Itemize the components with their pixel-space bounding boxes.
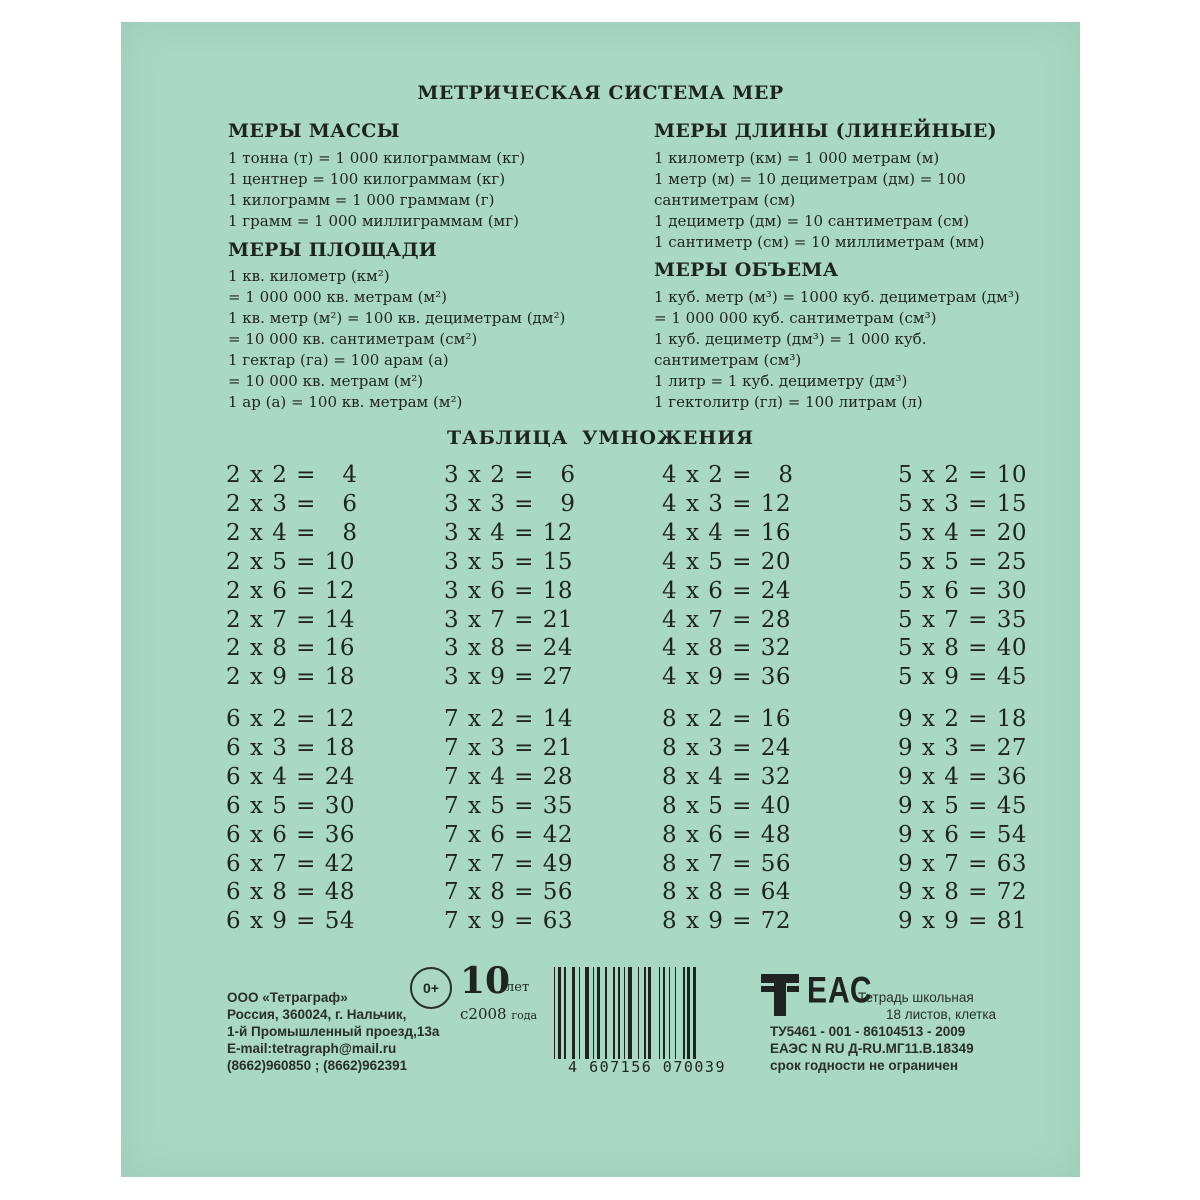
- multiplication-fact: 6 x 4 = 24: [226, 763, 356, 790]
- company-phone: (8662)960850 ; (8662)962391: [227, 1058, 408, 1073]
- barcode-bar: [675, 967, 676, 1059]
- barcode-bar: [659, 967, 660, 1059]
- volume-line: 1 литр = 1 куб. дециметру (дм³): [654, 372, 908, 390]
- multiplication-fact: 4 x 4 = 16: [662, 519, 792, 546]
- product-spec: ТУ5461 - 001 - 86104513 - 2009: [770, 1024, 966, 1039]
- barcode-bar: [663, 967, 666, 1059]
- volume-line: сантиметрам (см³): [654, 351, 802, 369]
- multiplication-fact: 5 x 9 = 45: [898, 664, 1028, 691]
- multiplication-fact: 3 x 2 = 6: [444, 462, 576, 488]
- multiplication-fact: 7 x 6 = 42: [444, 821, 574, 848]
- multiplication-fact: 5 x 4 = 20: [898, 519, 1028, 546]
- multiplication-fact: 6 x 6 = 36: [226, 821, 356, 848]
- multiplication-fact: 9 x 6 = 54: [898, 821, 1028, 848]
- multiplication-fact: 7 x 5 = 35: [444, 792, 574, 819]
- multiplication-fact: 4 x 7 = 28: [662, 606, 792, 633]
- barcode-bar: [624, 967, 625, 1059]
- area-line: 1 кв. километр (км²): [228, 267, 390, 285]
- multiplication-fact: 9 x 4 = 36: [898, 763, 1028, 790]
- multiplication-fact: 6 x 3 = 18: [226, 734, 356, 761]
- area-line: 1 гектар (га) = 100 арам (а): [228, 351, 449, 369]
- multiplication-fact: 2 x 9 = 18: [226, 664, 356, 691]
- mass-line: 1 тонна (т) = 1 000 килограммам (кг): [228, 149, 526, 167]
- multiplication-fact: 3 x 3 = 9: [444, 490, 576, 517]
- length-line: 1 сантиметр (см) = 10 миллиметрам (мм): [654, 233, 985, 251]
- multiplication-fact: 7 x 8 = 56: [444, 879, 574, 906]
- barcode-bar: [669, 967, 670, 1059]
- age-rating-badge: 0+: [410, 967, 452, 1009]
- company-address: 1-й Промышленный проезд,13а: [227, 1024, 440, 1039]
- multiplication-fact: 3 x 4 = 12: [444, 519, 574, 546]
- volume-line: 1 гектолитр (гл) = 100 литрам (л): [654, 393, 923, 411]
- multiplication-fact: 7 x 2 = 14: [444, 706, 574, 732]
- multiplication-fact: 6 x 7 = 42: [226, 850, 356, 877]
- multiplication-fact: 7 x 4 = 28: [444, 763, 574, 790]
- area-line: = 10 000 кв. сантиметрам (см²): [228, 330, 478, 348]
- barcode-bar: [638, 967, 639, 1059]
- barcode-bar: [597, 967, 600, 1059]
- multiplication-fact: 2 x 3 = 6: [226, 490, 358, 517]
- barcode-bar: [579, 967, 580, 1059]
- barcode-bar: [618, 967, 621, 1059]
- multiplication-fact: 5 x 6 = 30: [898, 577, 1028, 604]
- length-line: 1 метр (м) = 10 дециметрам (дм) = 100: [654, 170, 966, 188]
- length-section-title: МЕРЫ ДЛИНЫ (ЛИНЕЙНЫЕ): [654, 120, 997, 142]
- multiplication-fact: 5 x 3 = 15: [898, 490, 1028, 517]
- multiplication-fact: 8 x 6 = 48: [662, 821, 792, 848]
- multiplication-fact: 9 x 8 = 72: [898, 879, 1028, 906]
- multiplication-fact: 8 x 4 = 32: [662, 763, 792, 790]
- barcode-bar: [554, 967, 555, 1059]
- product-shelf-life: срок годности не ограничен: [770, 1058, 958, 1073]
- multiplication-fact: 8 x 2 = 16: [662, 706, 792, 732]
- barcode-bar: [683, 967, 684, 1059]
- volume-line: 1 куб. метр (м³) = 1000 куб. дециметрам (дм³): [654, 288, 1020, 306]
- mass-line: 1 грамм = 1 000 миллиграммам (мг): [228, 212, 519, 230]
- mass-line: 1 килограмм = 1 000 граммам (г): [228, 191, 495, 209]
- length-line: 1 километр (км) = 1 000 метрам (м): [654, 149, 940, 167]
- barcode-number: 4 607156 070039: [568, 1058, 726, 1076]
- notebook-cover: [121, 22, 1080, 1177]
- multiplication-fact: 7 x 7 = 49: [444, 850, 574, 877]
- multiplication-fact: 8 x 7 = 56: [662, 850, 792, 877]
- multiplication-fact: 3 x 7 = 21: [444, 606, 574, 633]
- multiplication-fact: 3 x 6 = 18: [444, 577, 574, 604]
- barcode-bar: [585, 967, 589, 1059]
- length-line: 1 дециметр (дм) = 10 сантиметрам (см): [654, 212, 970, 230]
- barcode-bar: [613, 967, 614, 1059]
- multiplication-fact: 8 x 5 = 40: [662, 792, 792, 819]
- multiplication-fact: 5 x 8 = 40: [898, 635, 1028, 662]
- multiplication-fact: 9 x 7 = 63: [898, 850, 1028, 877]
- company-name: ООО «Тетраграф»: [227, 990, 348, 1005]
- multiplication-fact: 6 x 2 = 12: [226, 706, 356, 732]
- multiplication-fact: 8 x 3 = 24: [662, 734, 792, 761]
- multiplication-fact: 9 x 5 = 45: [898, 792, 1028, 819]
- multiplication-fact: 5 x 5 = 25: [898, 548, 1028, 575]
- multiplication-fact: 2 x 4 = 8: [226, 519, 358, 546]
- volume-line: 1 куб. дециметр (дм³) = 1 000 куб.: [654, 330, 927, 348]
- company-email: E-mail:tetragraph@mail.ru: [227, 1041, 397, 1056]
- multiplication-fact: 4 x 8 = 32: [662, 635, 792, 662]
- product-type: Тетрадь школьная: [858, 990, 974, 1005]
- multiplication-fact: 8 x 9 = 72: [662, 908, 792, 935]
- multiplication-fact: 2 x 2 = 4: [226, 462, 358, 488]
- length-line: сантиметрам (см): [654, 191, 796, 209]
- multiplication-fact: 5 x 2 = 10: [898, 462, 1028, 488]
- barcode-bar: [687, 967, 690, 1059]
- area-line: 1 кв. метр (м²) = 100 кв. дециметрам (дм²): [228, 309, 566, 327]
- multiplication-fact: 6 x 5 = 30: [226, 792, 356, 819]
- mass-line: 1 центнер = 100 килограммам (кг): [228, 170, 506, 188]
- multiplication-fact: 4 x 3 = 12: [662, 490, 792, 517]
- barcode-bar: [564, 967, 565, 1059]
- area-line: = 1 000 000 кв. метрам (м²): [228, 288, 448, 306]
- multiplication-fact: 4 x 5 = 20: [662, 548, 792, 575]
- barcode-bar: [593, 967, 594, 1059]
- multiplication-fact: 6 x 9 = 54: [226, 908, 356, 935]
- eac-mark-icon: ЕАС: [807, 970, 873, 1012]
- years-word: лет: [506, 980, 530, 995]
- multiplication-fact: 2 x 8 = 16: [226, 635, 356, 662]
- multiplication-title: ТАБЛИЦА УМНОЖЕНИЯ: [446, 427, 755, 449]
- barcode-bar: [648, 967, 651, 1059]
- multiplication-fact: 9 x 2 = 18: [898, 706, 1028, 732]
- multiplication-fact: 7 x 3 = 21: [444, 734, 574, 761]
- barcode-bar: [558, 967, 561, 1059]
- multiplication-fact: 3 x 5 = 15: [444, 548, 574, 575]
- multiplication-fact: 9 x 9 = 81: [898, 908, 1028, 935]
- area-line: = 10 000 кв. метрам (м²): [228, 372, 424, 390]
- multiplication-fact: 4 x 2 = 8: [662, 462, 794, 488]
- years-number: 10: [460, 960, 511, 1002]
- tetragraph-logo-icon: [759, 972, 801, 1018]
- multiplication-fact: 7 x 9 = 63: [444, 908, 574, 935]
- multiplication-fact: 8 x 8 = 64: [662, 879, 792, 906]
- multiplication-fact: 2 x 6 = 12: [226, 577, 356, 604]
- barcode-bar: [644, 967, 645, 1059]
- company-address: Россия, 360024, г. Нальчик,: [227, 1007, 407, 1022]
- area-line: 1 ар (а) = 100 кв. метрам (м²): [228, 393, 463, 411]
- product-sheets: 18 листов, клетка: [886, 1007, 997, 1022]
- multiplication-fact: 6 x 8 = 48: [226, 879, 356, 906]
- multiplication-fact: 3 x 9 = 27: [444, 664, 574, 691]
- mass-section-title: МЕРЫ МАССЫ: [228, 120, 400, 142]
- barcode: [552, 967, 742, 1077]
- barcode-bar: [572, 967, 575, 1059]
- barcode-bar: [605, 967, 606, 1059]
- product-certificate: ЕАЭС N RU Д-RU.МГ11.В.18349: [770, 1041, 974, 1056]
- barcode-bar: [628, 967, 632, 1059]
- barcode-bar: [693, 967, 696, 1059]
- since-year: с2008 года: [460, 1005, 538, 1023]
- area-section-title: МЕРЫ ПЛОЩАДИ: [228, 239, 438, 261]
- volume-line: = 1 000 000 куб. сантиметрам (см³): [654, 309, 937, 327]
- metric-title: МЕТРИЧЕСКАЯ СИСТЕМА МЕР: [417, 82, 784, 104]
- multiplication-fact: 4 x 9 = 36: [662, 664, 792, 691]
- multiplication-fact: 3 x 8 = 24: [444, 635, 574, 662]
- multiplication-fact: 4 x 6 = 24: [662, 577, 792, 604]
- multiplication-fact: 2 x 5 = 10: [226, 548, 356, 575]
- multiplication-fact: 2 x 7 = 14: [226, 606, 356, 633]
- volume-section-title: МЕРЫ ОБЪЕМА: [654, 259, 839, 281]
- multiplication-fact: 5 x 7 = 35: [898, 606, 1028, 633]
- multiplication-fact: 9 x 3 = 27: [898, 734, 1028, 761]
